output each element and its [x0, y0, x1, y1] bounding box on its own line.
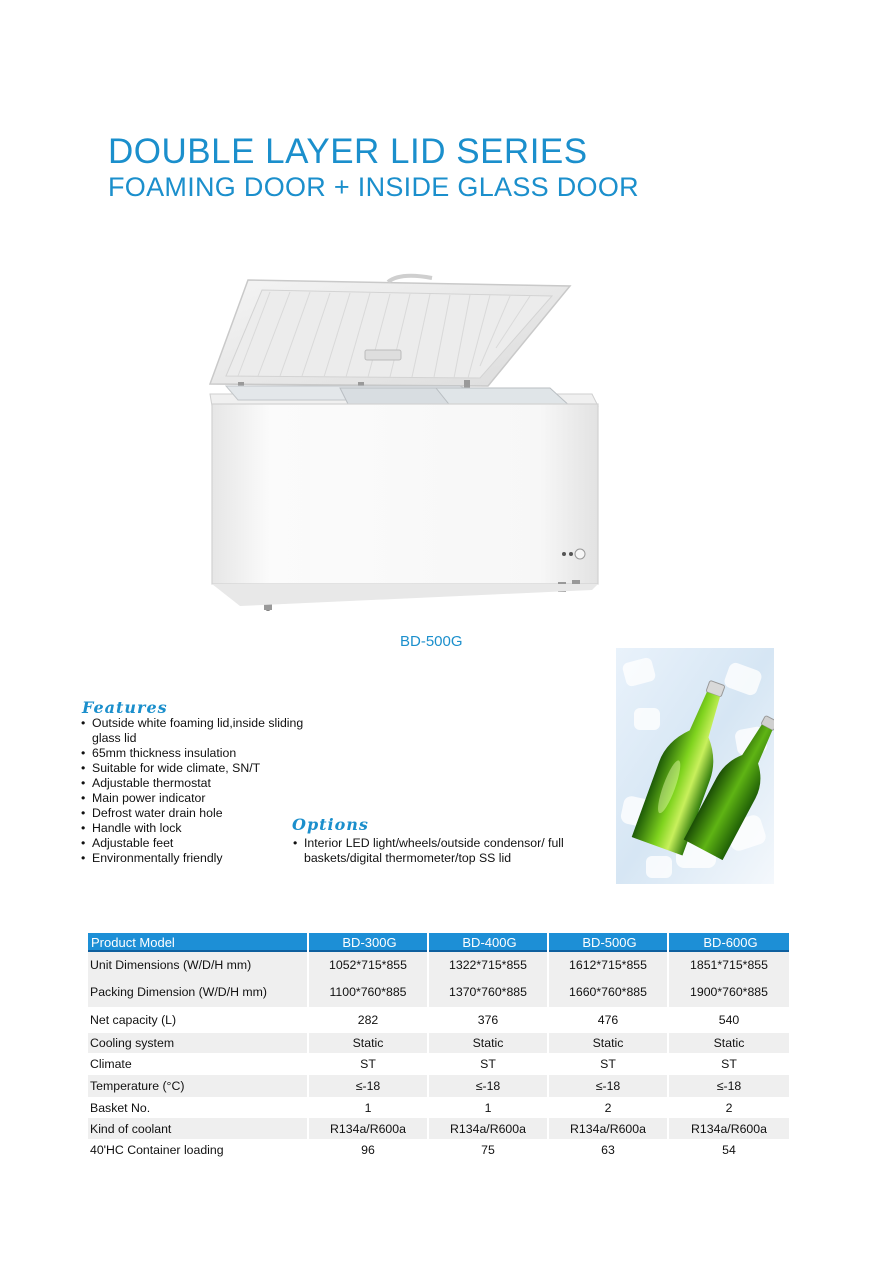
- row-label: Cooling system: [88, 1033, 308, 1053]
- cell-value: R134a/R600a: [668, 1118, 789, 1139]
- cell-value: ST: [548, 1053, 668, 1075]
- table-row: [88, 1007, 789, 1033]
- features-heading: Features: [82, 698, 168, 717]
- row-label: Temperature (°C): [88, 1075, 308, 1097]
- cell-value: 1: [308, 1097, 428, 1118]
- cell-value: 540: [668, 1007, 789, 1033]
- cell-value: 2: [548, 1097, 668, 1118]
- list-item: • 65mm thickness insulation: [80, 746, 325, 761]
- cell-value: 1612*715*855: [548, 952, 668, 977]
- features-list: [80, 716, 325, 866]
- table-row: [88, 977, 789, 1007]
- list-item: • Adjustable thermostat: [80, 776, 325, 791]
- product-model-caption: BD-500G: [400, 633, 463, 650]
- cell-value: 282: [308, 1007, 428, 1033]
- cell-value: 376: [428, 1007, 548, 1033]
- cell-value: 96: [308, 1139, 428, 1161]
- cell-value: ≤-18: [668, 1075, 789, 1097]
- list-item: • Defrost water drain hole: [80, 806, 325, 821]
- cell-value: ≤-18: [308, 1075, 428, 1097]
- cell-value: 1100*760*885: [308, 977, 428, 1007]
- cell-value: Static: [428, 1033, 548, 1053]
- page-subtitle: FOAMING DOOR + INSIDE GLASS DOOR: [108, 172, 639, 202]
- cell-value: R134a/R600a: [308, 1118, 428, 1139]
- table-row: [88, 1033, 789, 1053]
- chest-freezer-image: [200, 268, 610, 618]
- cell-value: 1370*760*885: [428, 977, 548, 1007]
- cell-value: 1052*715*855: [308, 952, 428, 977]
- cell-value: ≤-18: [428, 1075, 548, 1097]
- specifications-table: [88, 933, 789, 1161]
- table-header-row: [88, 933, 789, 952]
- cell-value: 2: [668, 1097, 789, 1118]
- table-row: [88, 1075, 789, 1097]
- list-item: • Interior LED light/wheels/outside condensor/ full baskets/digital thermometer/top SS lid: [292, 836, 572, 866]
- beer-bottles-on-ice-image: [616, 648, 774, 884]
- table-row: [88, 1139, 789, 1161]
- row-label: Kind of coolant: [88, 1118, 308, 1139]
- header-model: BD-400G: [428, 933, 548, 952]
- row-label: Climate: [90, 1057, 132, 1071]
- options-list: [292, 836, 572, 866]
- cell-value: 54: [668, 1139, 789, 1161]
- list-item: • Handle with lock: [80, 821, 325, 836]
- cell-value: Static: [548, 1033, 668, 1053]
- options-heading: Options: [292, 815, 369, 834]
- list-item: • Main power indicator: [80, 791, 325, 806]
- row-label: 40'HC Container loading: [90, 1143, 224, 1157]
- cell-value: R134a/R600a: [548, 1118, 668, 1139]
- row-label: Packing Dimension (W/D/H mm): [88, 977, 308, 1007]
- cell-value: ST: [308, 1053, 428, 1075]
- list-item: • Adjustable feet: [80, 836, 325, 851]
- cell-value: R134a/R600a: [428, 1118, 548, 1139]
- table-row: [88, 1053, 789, 1075]
- list-item: • Environmentally friendly: [80, 851, 325, 866]
- cell-value: ST: [668, 1053, 789, 1075]
- table-row: [88, 1097, 789, 1118]
- cell-value: 1660*760*885: [548, 977, 668, 1007]
- cell-value: 1851*715*855: [668, 952, 789, 977]
- cell-value: Static: [308, 1033, 428, 1053]
- header-model: BD-500G: [548, 933, 668, 952]
- header-model: BD-300G: [308, 933, 428, 952]
- cell-value: Static: [668, 1033, 789, 1053]
- row-label: Unit Dimensions (W/D/H mm): [88, 952, 308, 977]
- cell-value: 1900*760*885: [668, 977, 789, 1007]
- row-label: Net capacity (L): [90, 1013, 177, 1027]
- header-model: BD-600G: [668, 933, 789, 952]
- cell-value: 75: [428, 1139, 548, 1161]
- cell-value: 63: [548, 1139, 668, 1161]
- row-label: Basket No.: [90, 1100, 151, 1115]
- cell-value: ST: [428, 1053, 548, 1075]
- cell-value: 1322*715*855: [428, 952, 548, 977]
- cell-value: 1: [428, 1097, 548, 1118]
- page-title: DOUBLE LAYER LID SERIES: [108, 132, 588, 171]
- list-item: • Outside white foaming lid,inside sliding glass lid: [80, 716, 325, 746]
- table-row: [88, 952, 789, 977]
- header-product-model: Product Model: [88, 933, 308, 952]
- cell-value: ≤-18: [548, 1075, 668, 1097]
- table-row: [88, 1118, 789, 1139]
- cell-value: 476: [548, 1007, 668, 1033]
- list-item: • Suitable for wide climate, SN/T: [80, 761, 325, 776]
